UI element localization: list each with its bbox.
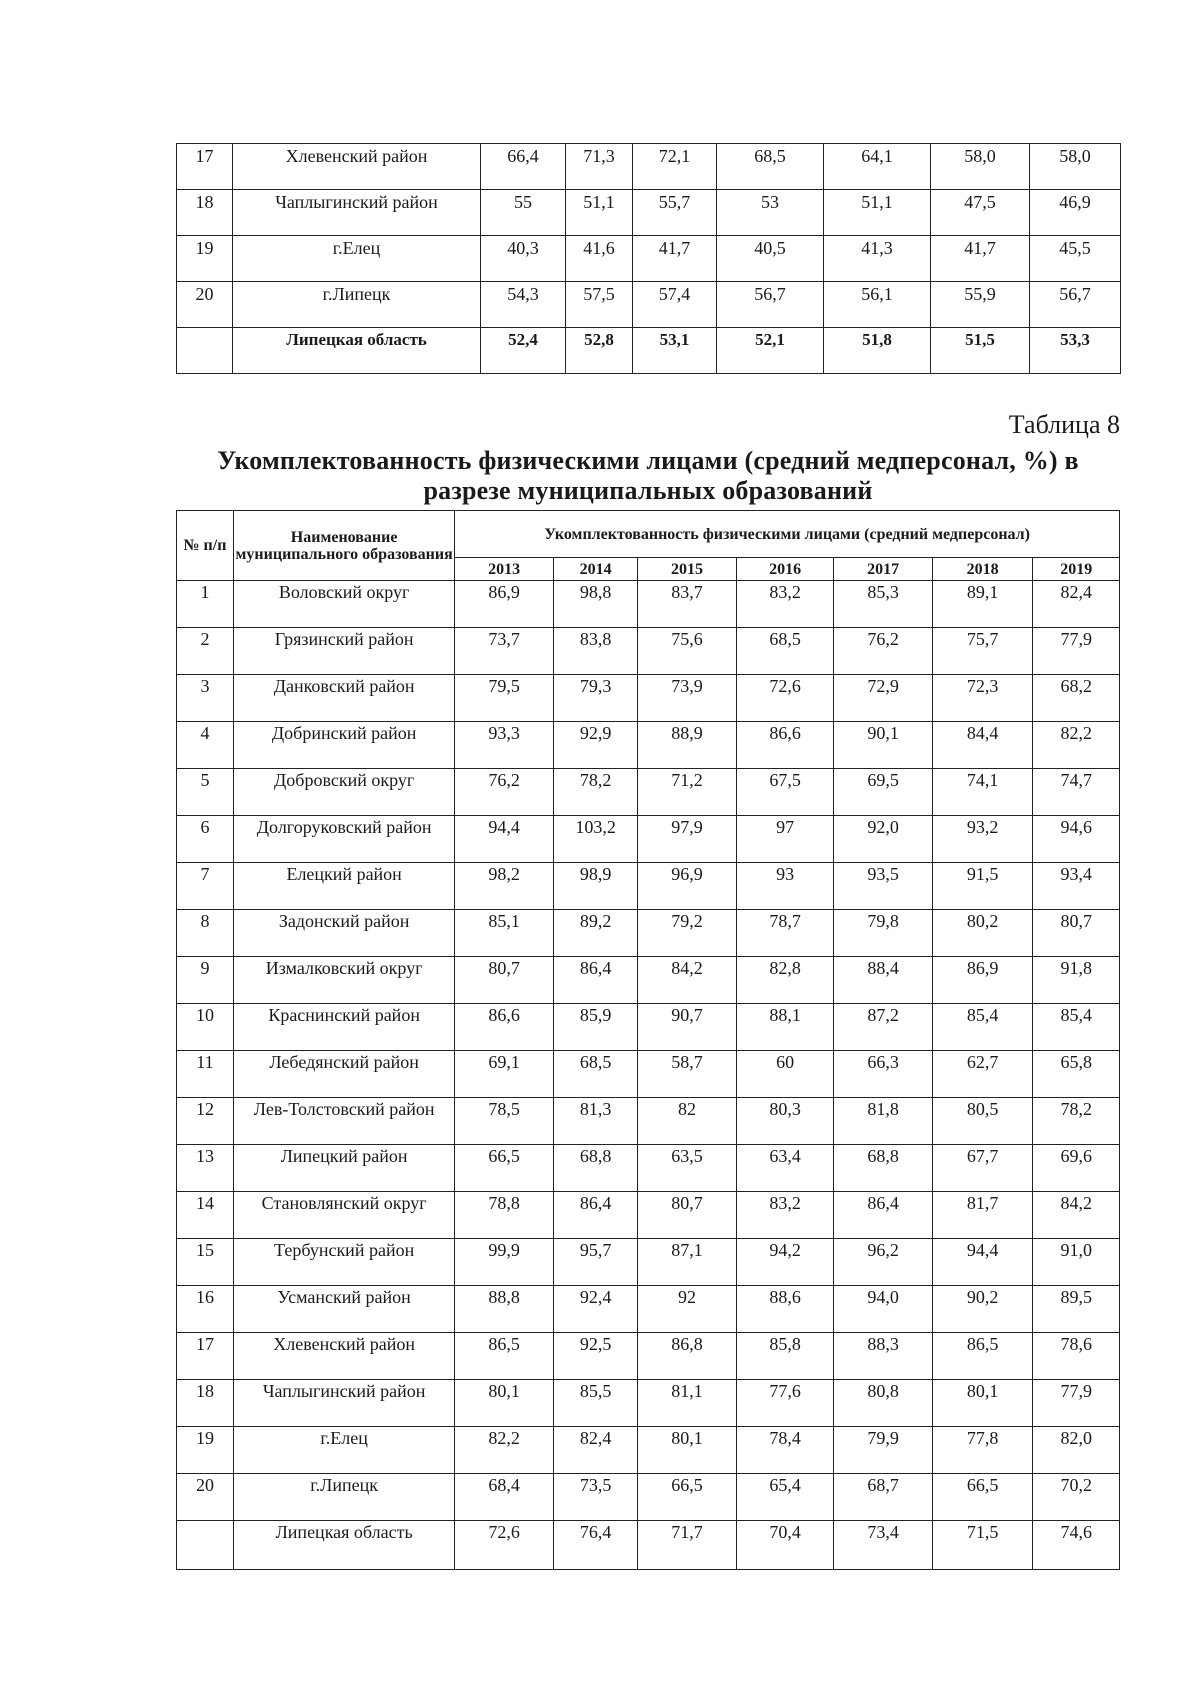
row-number: 6 xyxy=(177,816,234,863)
row-number: 16 xyxy=(177,1286,234,1333)
row-value: 85,4 xyxy=(932,1004,1033,1051)
row-value: 77,9 xyxy=(1033,628,1120,675)
table-row xyxy=(177,1004,1120,1051)
row-value: 82,2 xyxy=(455,1427,554,1474)
row-value: 98,8 xyxy=(553,581,637,628)
row-value: 92 xyxy=(638,1286,737,1333)
table-row xyxy=(177,675,1120,722)
row-value: 82,0 xyxy=(1033,1427,1120,1474)
row-value: 93 xyxy=(736,863,834,910)
total-number xyxy=(177,328,233,374)
table-row xyxy=(177,910,1120,957)
row-value: 85,5 xyxy=(553,1380,637,1427)
row-number: 15 xyxy=(177,1239,234,1286)
row-value: 90,7 xyxy=(638,1004,737,1051)
table-row xyxy=(177,863,1120,910)
table-row xyxy=(177,1286,1120,1333)
row-municipality: Воловский округ xyxy=(233,581,455,628)
total-value: 71,7 xyxy=(638,1521,737,1570)
row-value: 88,4 xyxy=(834,957,933,1004)
row-value: 80,8 xyxy=(834,1380,933,1427)
table-row xyxy=(177,236,1121,282)
row-value: 85,3 xyxy=(834,581,933,628)
table-row xyxy=(177,628,1120,675)
row-value: 51,1 xyxy=(566,190,633,236)
row-value: 86,4 xyxy=(553,957,637,1004)
row-value: 68,8 xyxy=(553,1145,637,1192)
table-row xyxy=(177,144,1121,190)
row-value: 70,2 xyxy=(1033,1474,1120,1521)
row-value: 56,7 xyxy=(1030,282,1121,328)
row-value: 75,6 xyxy=(638,628,737,675)
total-value: 52,1 xyxy=(717,328,824,374)
row-value: 58,0 xyxy=(1030,144,1121,190)
row-value: 71,3 xyxy=(566,144,633,190)
total-value: 74,6 xyxy=(1033,1521,1120,1570)
row-value: 63,4 xyxy=(736,1145,834,1192)
row-value: 93,5 xyxy=(834,863,933,910)
row-value: 86,6 xyxy=(455,1004,554,1051)
row-value: 83,7 xyxy=(638,581,737,628)
row-value: 80,7 xyxy=(638,1192,737,1239)
row-value: 86,8 xyxy=(638,1333,737,1380)
row-value: 78,5 xyxy=(455,1098,554,1145)
row-value: 65,4 xyxy=(736,1474,834,1521)
row-value: 56,1 xyxy=(824,282,931,328)
row-value: 89,2 xyxy=(553,910,637,957)
table-row xyxy=(177,1192,1120,1239)
header-year: 2018 xyxy=(932,558,1033,581)
total-value: 70,4 xyxy=(736,1521,834,1570)
row-value: 86,5 xyxy=(455,1333,554,1380)
table-row xyxy=(177,1051,1120,1098)
row-value: 73,9 xyxy=(638,675,737,722)
row-municipality: Лев-Толстовский район xyxy=(233,1098,455,1145)
row-number: 18 xyxy=(177,1380,234,1427)
row-value: 82,4 xyxy=(553,1427,637,1474)
row-municipality: Хлевенский район xyxy=(233,144,481,190)
row-municipality: Чаплыгинский район xyxy=(233,190,481,236)
row-value: 78,2 xyxy=(1033,1098,1120,1145)
row-value: 97 xyxy=(736,816,834,863)
row-value: 82 xyxy=(638,1098,737,1145)
row-number: 4 xyxy=(177,722,234,769)
total-value: 52,4 xyxy=(481,328,566,374)
row-number: 3 xyxy=(177,675,234,722)
row-value: 66,5 xyxy=(638,1474,737,1521)
row-value: 84,2 xyxy=(1033,1192,1120,1239)
row-number: 19 xyxy=(177,1427,234,1474)
row-municipality: Краснинский район xyxy=(233,1004,455,1051)
row-value: 72,3 xyxy=(932,675,1033,722)
row-value: 73,7 xyxy=(455,628,554,675)
row-number: 12 xyxy=(177,1098,234,1145)
total-label: Липецкая область xyxy=(233,1521,455,1570)
row-value: 82,4 xyxy=(1033,581,1120,628)
row-value: 79,8 xyxy=(834,910,933,957)
row-value: 87,1 xyxy=(638,1239,737,1286)
total-value: 51,5 xyxy=(931,328,1030,374)
row-number: 13 xyxy=(177,1145,234,1192)
row-value: 94,4 xyxy=(455,816,554,863)
table-row xyxy=(177,816,1120,863)
row-value: 77,8 xyxy=(932,1427,1033,1474)
row-value: 41,7 xyxy=(633,236,717,282)
row-value: 74,7 xyxy=(1033,769,1120,816)
table-row xyxy=(177,282,1121,328)
row-value: 77,6 xyxy=(736,1380,834,1427)
row-value: 75,7 xyxy=(932,628,1033,675)
header-year: 2017 xyxy=(834,558,933,581)
table-row xyxy=(177,769,1120,816)
row-value: 94,2 xyxy=(736,1239,834,1286)
row-value: 45,5 xyxy=(1030,236,1121,282)
row-value: 83,2 xyxy=(736,1192,834,1239)
table-row xyxy=(177,957,1120,1004)
row-value: 58,7 xyxy=(638,1051,737,1098)
row-value: 92,5 xyxy=(553,1333,637,1380)
table-row xyxy=(177,1474,1120,1521)
row-municipality: Становлянский округ xyxy=(233,1192,455,1239)
row-municipality: Елецкий район xyxy=(233,863,455,910)
row-value: 90,1 xyxy=(834,722,933,769)
row-value: 91,0 xyxy=(1033,1239,1120,1286)
row-value: 40,5 xyxy=(717,236,824,282)
row-value: 96,9 xyxy=(638,863,737,910)
row-value: 41,7 xyxy=(931,236,1030,282)
header-year: 2016 xyxy=(736,558,834,581)
row-value: 85,8 xyxy=(736,1333,834,1380)
row-value: 72,1 xyxy=(633,144,717,190)
row-value: 98,9 xyxy=(553,863,637,910)
header-year: 2013 xyxy=(455,558,554,581)
total-value: 53,3 xyxy=(1030,328,1121,374)
row-municipality: г.Липецк xyxy=(233,282,481,328)
row-value: 66,4 xyxy=(481,144,566,190)
total-value: 71,5 xyxy=(932,1521,1033,1570)
header-year: 2019 xyxy=(1033,558,1120,581)
row-municipality: Липецкий район xyxy=(233,1145,455,1192)
staffing-table xyxy=(176,510,1120,1570)
row-value: 53 xyxy=(717,190,824,236)
row-value: 67,5 xyxy=(736,769,834,816)
row-value: 103,2 xyxy=(553,816,637,863)
row-value: 79,5 xyxy=(455,675,554,722)
row-number: 9 xyxy=(177,957,234,1004)
row-value: 79,9 xyxy=(834,1427,933,1474)
row-value: 88,8 xyxy=(455,1286,554,1333)
row-value: 40,3 xyxy=(481,236,566,282)
row-value: 88,9 xyxy=(638,722,737,769)
row-value: 92,9 xyxy=(553,722,637,769)
row-number: 20 xyxy=(177,282,233,328)
total-label: Липецкая область xyxy=(233,328,481,374)
table-row xyxy=(177,581,1120,628)
row-value: 66,5 xyxy=(455,1145,554,1192)
row-municipality: Добринский район xyxy=(233,722,455,769)
row-municipality: г.Елец xyxy=(233,1427,455,1474)
row-value: 88,6 xyxy=(736,1286,834,1333)
row-municipality: Тербунский район xyxy=(233,1239,455,1286)
table-caption: Таблица 8 xyxy=(1008,410,1120,439)
row-value: 95,7 xyxy=(553,1239,637,1286)
row-value: 81,8 xyxy=(834,1098,933,1145)
row-value: 69,6 xyxy=(1033,1145,1120,1192)
row-municipality: Лебедянский район xyxy=(233,1051,455,1098)
row-value: 94,0 xyxy=(834,1286,933,1333)
row-value: 86,6 xyxy=(736,722,834,769)
row-municipality: Усманский район xyxy=(233,1286,455,1333)
table-row xyxy=(177,1145,1120,1192)
row-value: 73,5 xyxy=(553,1474,637,1521)
row-value: 94,4 xyxy=(932,1239,1033,1286)
row-municipality: Долгоруковский район xyxy=(233,816,455,863)
row-value: 58,0 xyxy=(931,144,1030,190)
row-value: 68,2 xyxy=(1033,675,1120,722)
previous-table-body xyxy=(177,144,1121,374)
row-value: 65,8 xyxy=(1033,1051,1120,1098)
row-value: 68,7 xyxy=(834,1474,933,1521)
row-value: 93,4 xyxy=(1033,863,1120,910)
row-value: 79,2 xyxy=(638,910,737,957)
row-value: 89,5 xyxy=(1033,1286,1120,1333)
row-value: 84,4 xyxy=(932,722,1033,769)
row-number: 8 xyxy=(177,910,234,957)
row-number: 5 xyxy=(177,769,234,816)
staffing-table-body xyxy=(177,581,1120,1570)
row-number: 20 xyxy=(177,1474,234,1521)
row-value: 55 xyxy=(481,190,566,236)
header-staffing-group: Укомплектованность физическими лицами (средний медперсонал) xyxy=(455,511,1120,558)
row-value: 81,7 xyxy=(932,1192,1033,1239)
row-value: 78,6 xyxy=(1033,1333,1120,1380)
row-value: 71,2 xyxy=(638,769,737,816)
total-number xyxy=(177,1521,234,1570)
row-number: 14 xyxy=(177,1192,234,1239)
total-value: 73,4 xyxy=(834,1521,933,1570)
row-value: 78,7 xyxy=(736,910,834,957)
table-title: Укомплектованность физическими лицами (средний медперсонал, %) в разрезе муниципальных образований xyxy=(217,446,1079,505)
row-value: 93,2 xyxy=(932,816,1033,863)
row-value: 47,5 xyxy=(931,190,1030,236)
row-municipality: Хлевенский район xyxy=(233,1333,455,1380)
row-value: 83,8 xyxy=(553,628,637,675)
row-value: 88,1 xyxy=(736,1004,834,1051)
row-value: 80,5 xyxy=(932,1098,1033,1145)
row-value: 93,3 xyxy=(455,722,554,769)
row-value: 60 xyxy=(736,1051,834,1098)
row-value: 82,2 xyxy=(1033,722,1120,769)
row-value: 72,6 xyxy=(736,675,834,722)
row-value: 82,8 xyxy=(736,957,834,1004)
table-row xyxy=(177,1239,1120,1286)
row-value: 66,3 xyxy=(834,1051,933,1098)
table-row xyxy=(177,722,1120,769)
row-value: 80,1 xyxy=(455,1380,554,1427)
header-year: 2014 xyxy=(553,558,637,581)
row-number: 2 xyxy=(177,628,234,675)
row-municipality: Измалковский округ xyxy=(233,957,455,1004)
row-value: 77,9 xyxy=(1033,1380,1120,1427)
row-value: 85,9 xyxy=(553,1004,637,1051)
row-number: 17 xyxy=(177,144,233,190)
row-value: 86,4 xyxy=(834,1192,933,1239)
row-value: 64,1 xyxy=(824,144,931,190)
total-value: 76,4 xyxy=(553,1521,637,1570)
row-value: 88,3 xyxy=(834,1333,933,1380)
row-value: 90,2 xyxy=(932,1286,1033,1333)
header-row xyxy=(177,511,1120,558)
row-number: 1 xyxy=(177,581,234,628)
row-value: 86,4 xyxy=(553,1192,637,1239)
row-value: 63,5 xyxy=(638,1145,737,1192)
row-value: 92,4 xyxy=(553,1286,637,1333)
row-value: 62,7 xyxy=(932,1051,1033,1098)
header-number: № п/п xyxy=(177,511,234,581)
row-value: 78,8 xyxy=(455,1192,554,1239)
table-row xyxy=(177,1427,1120,1474)
row-value: 87,2 xyxy=(834,1004,933,1051)
row-value: 80,3 xyxy=(736,1098,834,1145)
table-row xyxy=(177,1098,1120,1145)
row-value: 57,5 xyxy=(566,282,633,328)
row-value: 68,5 xyxy=(736,628,834,675)
total-value: 51,8 xyxy=(824,328,931,374)
row-value: 79,3 xyxy=(553,675,637,722)
row-value: 81,1 xyxy=(638,1380,737,1427)
table-row xyxy=(177,1380,1120,1427)
row-value: 78,4 xyxy=(736,1427,834,1474)
row-value: 96,2 xyxy=(834,1239,933,1286)
row-value: 85,1 xyxy=(455,910,554,957)
row-municipality: г.Елец xyxy=(233,236,481,282)
row-value: 55,9 xyxy=(931,282,1030,328)
row-value: 80,2 xyxy=(932,910,1033,957)
row-value: 66,5 xyxy=(932,1474,1033,1521)
total-value: 72,6 xyxy=(455,1521,554,1570)
row-value: 68,8 xyxy=(834,1145,933,1192)
row-municipality: г.Липецк xyxy=(233,1474,455,1521)
row-value: 94,6 xyxy=(1033,816,1120,863)
row-value: 68,5 xyxy=(553,1051,637,1098)
row-value: 86,9 xyxy=(932,957,1033,1004)
row-value: 57,4 xyxy=(633,282,717,328)
header-year: 2015 xyxy=(638,558,737,581)
row-number: 19 xyxy=(177,236,233,282)
total-row xyxy=(177,328,1121,374)
row-value: 51,1 xyxy=(824,190,931,236)
row-municipality: Грязинский район xyxy=(233,628,455,675)
row-value: 76,2 xyxy=(834,628,933,675)
row-value: 85,4 xyxy=(1033,1004,1120,1051)
row-value: 55,7 xyxy=(633,190,717,236)
row-value: 83,2 xyxy=(736,581,834,628)
row-municipality: Данковский район xyxy=(233,675,455,722)
row-municipality: Чаплыгинский район xyxy=(233,1380,455,1427)
row-value: 67,7 xyxy=(932,1145,1033,1192)
row-value: 99,9 xyxy=(455,1239,554,1286)
row-value: 91,5 xyxy=(932,863,1033,910)
row-value: 80,1 xyxy=(932,1380,1033,1427)
row-number: 10 xyxy=(177,1004,234,1051)
row-municipality: Задонский район xyxy=(233,910,455,957)
row-value: 92,0 xyxy=(834,816,933,863)
row-value: 41,6 xyxy=(566,236,633,282)
row-value: 86,5 xyxy=(932,1333,1033,1380)
row-value: 86,9 xyxy=(455,581,554,628)
row-value: 97,9 xyxy=(638,816,737,863)
row-value: 80,7 xyxy=(455,957,554,1004)
row-value: 98,2 xyxy=(455,863,554,910)
total-value: 53,1 xyxy=(633,328,717,374)
row-value: 69,1 xyxy=(455,1051,554,1098)
row-value: 78,2 xyxy=(553,769,637,816)
header-municipality: Наименование муниципального образования xyxy=(233,511,455,581)
row-value: 72,9 xyxy=(834,675,933,722)
row-number: 17 xyxy=(177,1333,234,1380)
row-value: 80,1 xyxy=(638,1427,737,1474)
row-value: 89,1 xyxy=(932,581,1033,628)
row-value: 80,7 xyxy=(1033,910,1120,957)
row-value: 54,3 xyxy=(481,282,566,328)
table-row xyxy=(177,190,1121,236)
row-value: 74,1 xyxy=(932,769,1033,816)
total-value: 52,8 xyxy=(566,328,633,374)
row-municipality: Добровский округ xyxy=(233,769,455,816)
row-value: 46,9 xyxy=(1030,190,1121,236)
row-value: 41,3 xyxy=(824,236,931,282)
row-number: 7 xyxy=(177,863,234,910)
row-value: 69,5 xyxy=(834,769,933,816)
row-value: 91,8 xyxy=(1033,957,1120,1004)
row-value: 56,7 xyxy=(717,282,824,328)
row-value: 68,5 xyxy=(717,144,824,190)
row-value: 81,3 xyxy=(553,1098,637,1145)
row-value: 68,4 xyxy=(455,1474,554,1521)
row-number: 11 xyxy=(177,1051,234,1098)
total-row xyxy=(177,1521,1120,1570)
row-value: 76,2 xyxy=(455,769,554,816)
previous-table-continuation xyxy=(176,143,1121,374)
row-number: 18 xyxy=(177,190,233,236)
row-value: 84,2 xyxy=(638,957,737,1004)
table-row xyxy=(177,1333,1120,1380)
